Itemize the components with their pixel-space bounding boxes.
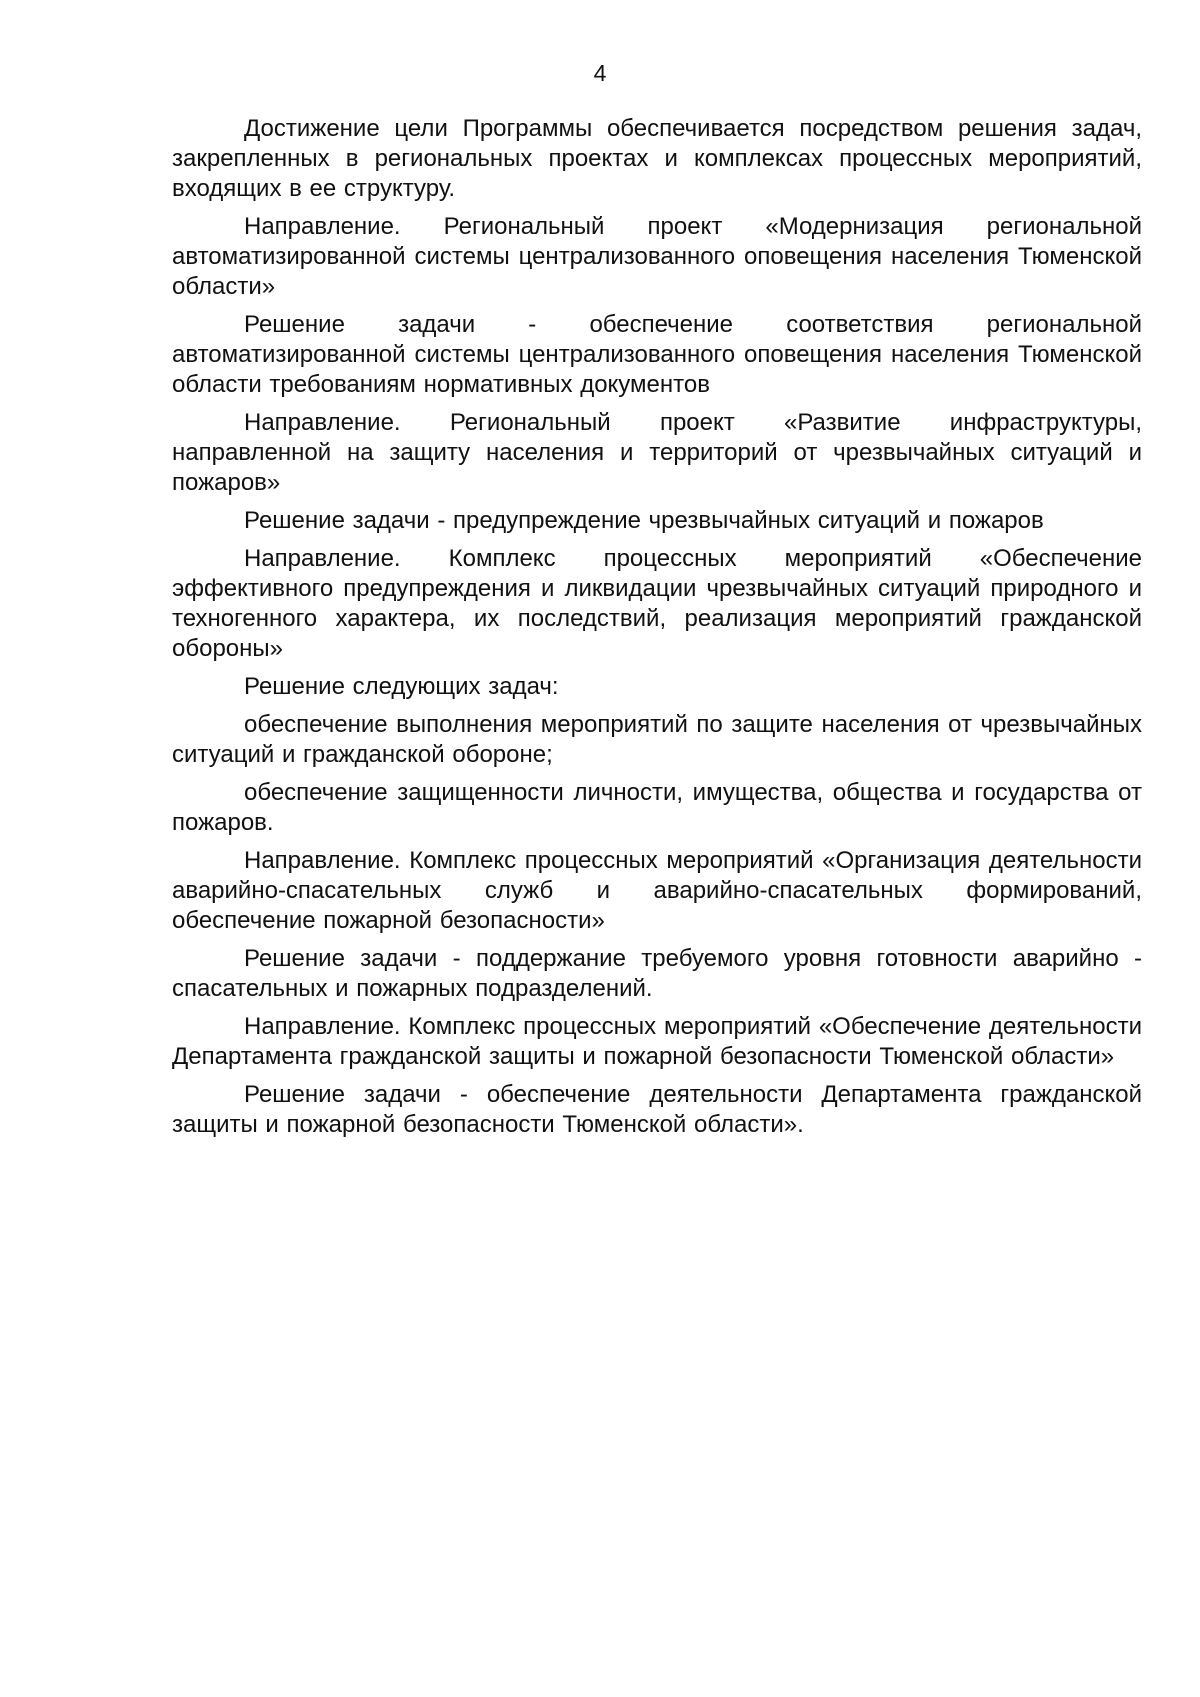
paragraph-task-civil-defense: обеспечение выполнения мероприятий по защите населения от чрезвычайных ситуаций и гражданской обороне; xyxy=(172,711,1142,768)
paragraph-direction-warning-system: Направление. Региональный проект «Модернизация региональной автоматизированной системы централизованного оповещения населения Тюменской области» xyxy=(172,213,1142,300)
paragraph-task-prevention: Решение задачи - предупреждение чрезвычайных ситуаций и пожаров xyxy=(244,507,1044,534)
document-body xyxy=(172,114,1142,1148)
paragraph-direction-department: Направление. Комплекс процессных мероприятий «Обеспечение деятельности Департамента гражданской защиты и пожарной безопасности Тюменской области» xyxy=(172,1013,1142,1070)
paragraph-direction-infrastructure: Направление. Региональный проект «Развитие инфраструктуры, направленной на защиту населения и территорий от чрезвычайных ситуаций и пожаров» xyxy=(172,409,1142,496)
paragraph-task-department: Решение задачи - обеспечение деятельности Департамента гражданской защиты и пожарной безопасности Тюменской области». xyxy=(172,1081,1142,1138)
page-number: 4 xyxy=(593,60,607,86)
paragraph-task-readiness: Решение задачи - поддержание требуемого уровня готовности аварийно - спасательных и пожарных подразделений. xyxy=(172,945,1142,1002)
paragraph-tasks-heading: Решение следующих задач: xyxy=(244,673,559,700)
paragraph-direction-emergency-prevention: Направление. Комплекс процессных мероприятий «Обеспечение эффективного предупреждения и ликвидации чрезвычайных ситуаций природного и техногенного характера, их последствий, реализация мероприятий гражданской обороны» xyxy=(172,545,1142,662)
paragraph-task-fire-protection: обеспечение защищенности личности, имущества, общества и государства от пожаров. xyxy=(172,779,1142,836)
paragraph-direction-rescue-services: Направление. Комплекс процессных мероприятий «Организация деятельности аварийно-спасательных служб и аварийно-спасательных формирований, обеспечение пожарной безопасности» xyxy=(172,847,1142,934)
paragraph-task-warning-system: Решение задачи - обеспечение соответствия региональной автоматизированной системы централизованного оповещения населения Тюменской области требованиям нормативных документов xyxy=(172,311,1142,398)
paragraph-goal: Достижение цели Программы обеспечивается посредством решения задач, закрепленных в региональных проектах и комплексах процессных мероприятий, входящих в ее структуру. xyxy=(172,115,1142,202)
